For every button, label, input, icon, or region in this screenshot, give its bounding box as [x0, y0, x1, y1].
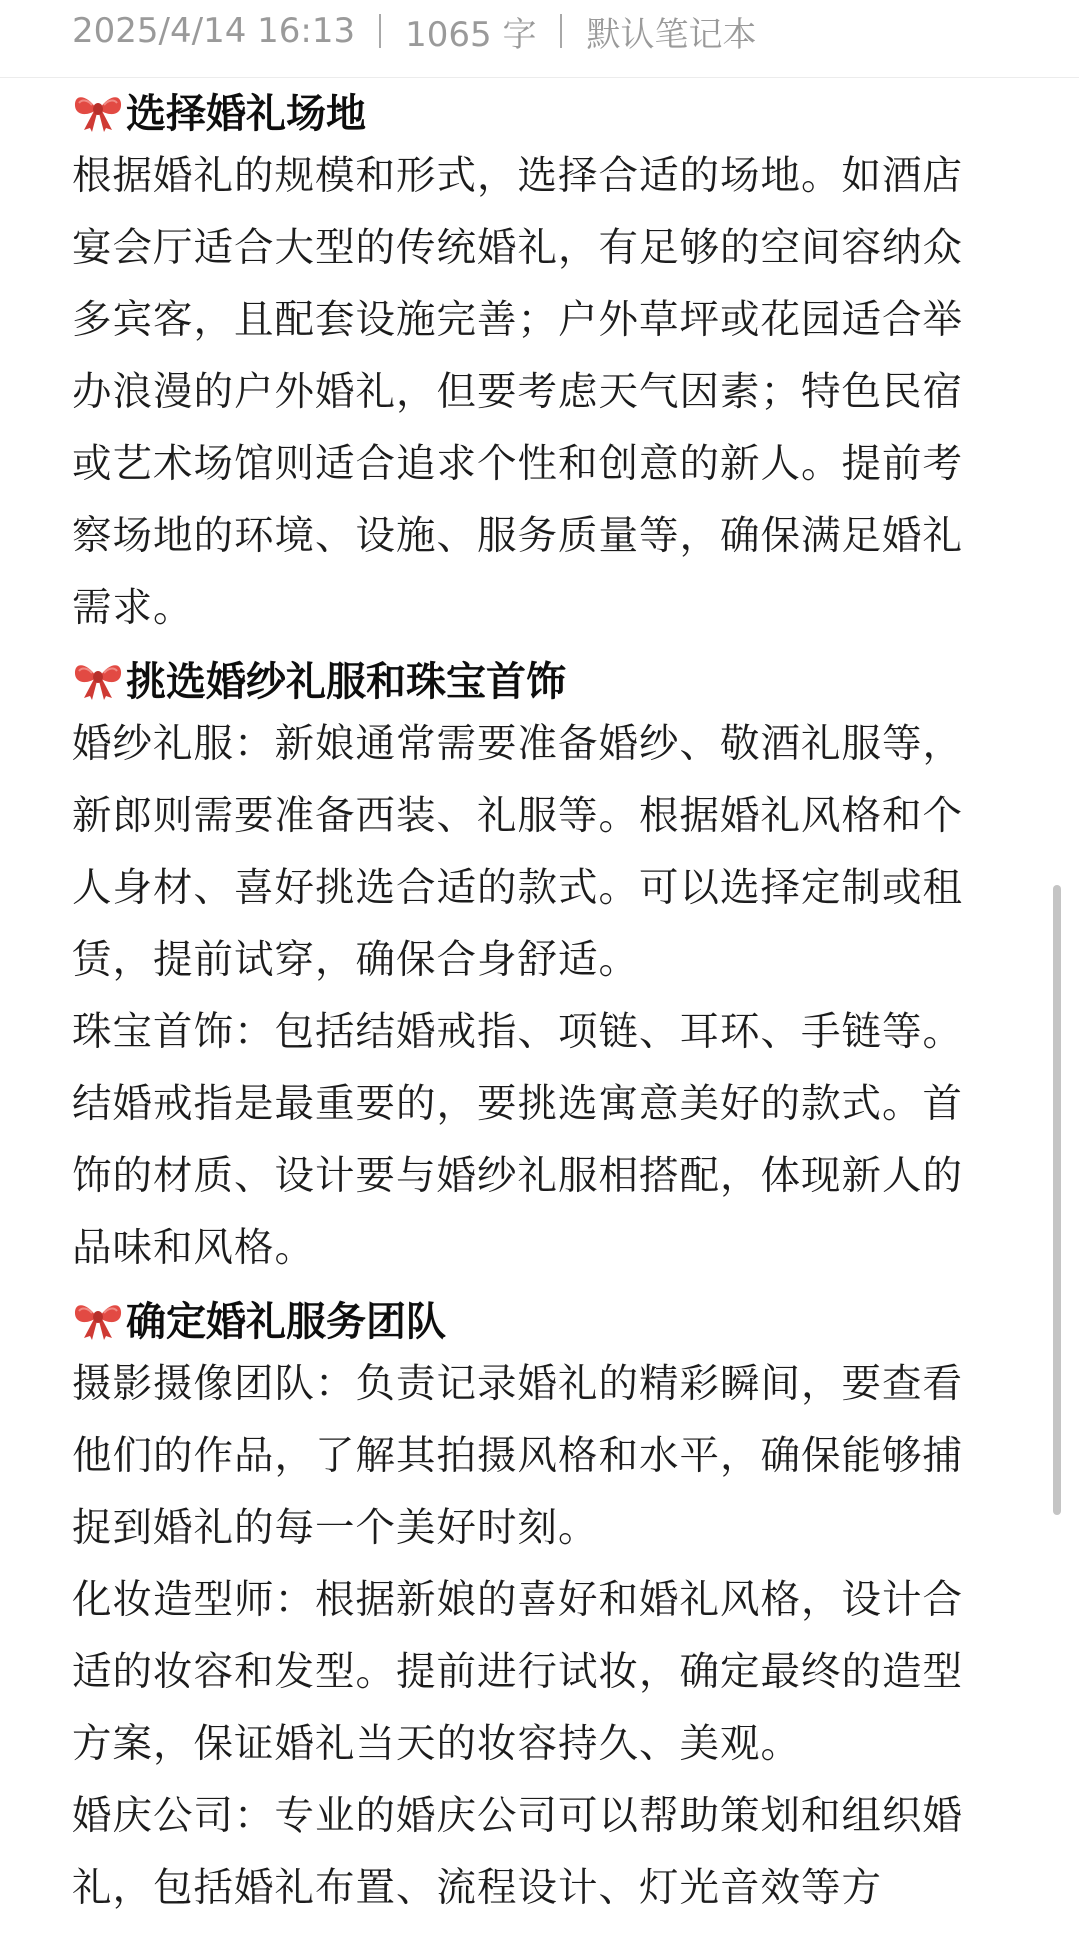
paragraph: 婚纱礼服：新娘通常需要准备婚纱、敬酒礼服等，新郎则需要准备西装、礼服等。根据婚礼风格和个人身材、喜好挑选合适的款式。可以选择定制或租赁，提前试穿，确保合身舒适。 — [72, 721, 963, 983]
paragraph: 婚庆公司：专业的婚庆公司可以帮助策划和组织婚礼，包括婚礼布置、流程设计、灯光音效等方 — [72, 1793, 963, 1911]
note-meta-bar — [0, 0, 1079, 78]
meta-divider — [560, 14, 562, 48]
note-body[interactable] — [72, 80, 988, 1939]
meta-divider — [379, 14, 381, 48]
section-heading-attire — [72, 648, 988, 708]
section-heading-text: 选择婚礼场地 — [126, 90, 366, 137]
paragraph: 根据婚礼的规模和形式，选择合适的场地。如酒店宴会厅适合大型的传统婚礼，有足够的空间容纳众多宾客，且配套设施完善；户外草坪或花园适合举办浪漫的户外婚礼，但要考虑天气因素；特色民宿或艺术场馆则适合追求个性和创意的新人。提前考察场地的环境、设施、服务质量等，确保满足婚礼需求。 — [72, 153, 963, 631]
paragraph: 化妆造型师：根据新娘的喜好和婚礼风格，设计合适的妆容和发型。提前进行试妆，确定最终的造型方案，保证婚礼当天的妆容持久、美观。 — [72, 1577, 963, 1767]
note-datetime: 2025/4/14 16:13 — [72, 11, 356, 51]
section-heading-text: 挑选婚纱礼服和珠宝首饰 — [126, 658, 566, 705]
ribbon-bow-icon — [72, 88, 124, 132]
note-word-count: 1065 字 — [405, 14, 537, 55]
ribbon-bow-icon — [72, 656, 124, 700]
paragraph: 珠宝首饰：包括结婚戒指、项链、耳环、手链等。结婚戒指是最重要的，要挑选寓意美好的款式。首饰的材质、设计要与婚纱礼服相搭配，体现新人的品味和风格。 — [72, 1009, 963, 1271]
notebook-name[interactable]: 默认笔记本 — [586, 14, 757, 55]
paragraph: 摄影摄像团队：负责记录婚礼的精彩瞬间，要查看他们的作品，了解其拍摄风格和水平，确保能够捕捉到婚礼的每一个美好时刻。 — [72, 1361, 963, 1551]
section-heading-service-team — [72, 1288, 988, 1348]
scrollbar-thumb[interactable] — [1053, 885, 1061, 1515]
section-heading-text: 确定婚礼服务团队 — [126, 1298, 446, 1345]
section-heading-venue — [72, 80, 988, 140]
ribbon-bow-icon — [72, 1296, 124, 1340]
note-meta-row — [72, 6, 756, 56]
